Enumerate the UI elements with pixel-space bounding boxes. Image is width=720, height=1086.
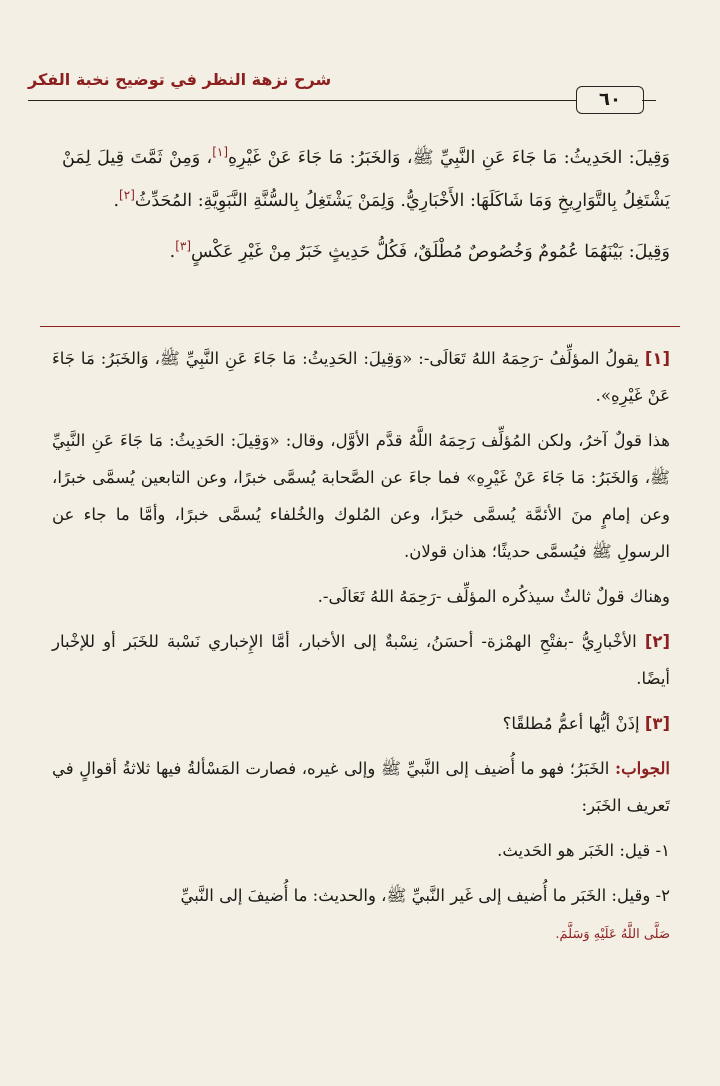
footnotes xyxy=(52,340,670,961)
list-item xyxy=(52,877,670,953)
list-item-text: ٢- وقيل: الخَبَر ما أُضيف إلى غَير النَّبيِّ ﷺ، والحديث: ما أُضيفَ إلى النَّبيِّ xyxy=(180,886,670,905)
main-paragraph: وَقِيلَ: الحَدِيثُ: مَا جَاءَ عَنِ النَّبِيِّ ﷺ، وَالخَبَرُ: مَا جَاءَ عَنْ غَيْرِهِ[١]، وَمِنْ ثَمَّتَ قِيلَ لِمَنْ يَشْتَغِلُ بِالتَّوَارِيخِ وَمَا شَاكَلَهَا: الأَخْبَارِيُّ. وَلِمَنْ يَشْتَغِلُ بِالسُّنَّةِ النَّبَوِيَّةِ: المُحَدِّثُ[٢]. xyxy=(62,145,670,211)
footnote-paragraph: هذا قولٌ آخرُ، ولكن المُؤلِّف رَحِمَهُ اللَّهُ قدَّم الأوَّل، وقال: «وَقِيلَ: الحَدِيثُ: مَا جَاءَ عَنِ النَّبِيِّ ﷺ، وَالخَبَرُ: مَا جَاءَ عَنْ غَيْرِهِ» فما جاءَ عن الصَّحابة يُسمَّى خبرًا، وعن التابعين يُسمَّى خبرًا، وعن إمامٍ منَ الأئمَّة يُسمَّى خبرًا، وعن المُلوك والخُلفاء يُسمَّى خبرًا، وأمَّا ما جاء عن الرسولِ ﷺ فيُسمَّى حديثًا؛ هذان قولان. xyxy=(52,431,670,561)
footnote-marker[interactable]: [٢] xyxy=(119,187,135,202)
main-paragraph-text: وَقِيلَ: الحَدِيثُ: مَا جَاءَ عَنِ النَّبِيِّ ﷺ، وَالخَبَرُ: مَا جَاءَ عَنْ غَيْرِهِ xyxy=(228,147,670,168)
header-rule-end xyxy=(642,100,656,101)
main-paragraph-text: ، وَمِنْ ثَمَّتَ قِيلَ لِمَنْ يَشْتَغِلُ بِالتَّوَارِيخِ وَمَا شَاكَلَهَا: الأَخْبَارِيُّ. وَلِمَنْ يَشْتَغِلُ بِالسُّنَّةِ النَّبَوِيَّةِ: المُحَدِّثُ xyxy=(62,147,670,211)
footnote-2 xyxy=(52,623,670,697)
answer-label: الجواب: xyxy=(615,759,670,778)
footnote-text: يقولُ المؤلِّفُ -رَحِمَهُ اللهُ تَعَالَى-: «وَقِيلَ: الحَدِيثُ: مَا جَاءَ عَنِ النَّبِيِّ ﷺ، وَالخَبَرُ: مَا جَاءَ عَنْ غَيْرِهِ». xyxy=(52,349,670,405)
footnote-marker[interactable]: [٣] xyxy=(175,238,192,253)
honorific-phrase: صَلَّى اللَّهُ عَلَيْهِ وَسَلَّمَ. xyxy=(555,927,670,942)
footnote-text: إذَنْ أيُّها أعمُّ مُطلقًا؟ xyxy=(502,714,640,733)
footnote-1 xyxy=(52,340,670,414)
footnote-number: [٣] xyxy=(644,714,670,733)
page-number: ٦٠ xyxy=(576,86,644,114)
footnote-divider xyxy=(40,326,680,327)
main-paragraph-text: وَقِيلَ: بَيْنَهُمَا عُمُومٌ وَخُصُوصٌ مُطْلَقٌ، فَكُلُّ حَدِيثٍ خَبَرٌ مِنْ غَيْرِ عَكْسٍ xyxy=(191,241,670,262)
footnote-number: [٢] xyxy=(644,632,671,651)
footnote-paragraph: وهناك قولٌ ثالثٌ سيذكُره المؤلِّف -رَحِمَهُ اللهُ تَعَالَى-. xyxy=(317,587,670,606)
footnote-number: [١] xyxy=(644,349,670,368)
header-rule xyxy=(28,100,576,101)
main-paragraph: وَقِيلَ: بَيْنَهُمَا عُمُومٌ وَخُصُوصٌ مُطْلَقٌ، فَكُلُّ حَدِيثٍ خَبَرٌ مِنْ غَيْرِ عَكْسٍ[٣]. xyxy=(169,238,670,262)
main-text xyxy=(62,134,670,278)
running-header-title: شرح نزهة النظر في توضيح نخبة الفكر xyxy=(28,70,332,89)
footnote-text: الأخْبارِيُّ -بفتْحِ الهمْزة- أحسَنُ، نِسْبةٌ إلى الأخبار، أمَّا الإِخباري نَسْبة للخَبَر أو للإخْبار أيضًا. xyxy=(52,632,670,688)
list-item: ١- قيل: الخَبَر هو الحَديث. xyxy=(497,841,670,860)
answer-paragraph xyxy=(52,750,670,824)
footnote-marker[interactable]: [١] xyxy=(212,145,229,159)
footnote-3 xyxy=(52,705,670,742)
answer-text: الخَبَرُ؛ فهو ما أُضيف إلى النَّبيِّ ﷺ وإلى غيره، فصارت المَسْألةُ فيها ثلاثةُ أقوالٍ في تَعريف الخَبَر: xyxy=(52,759,670,815)
